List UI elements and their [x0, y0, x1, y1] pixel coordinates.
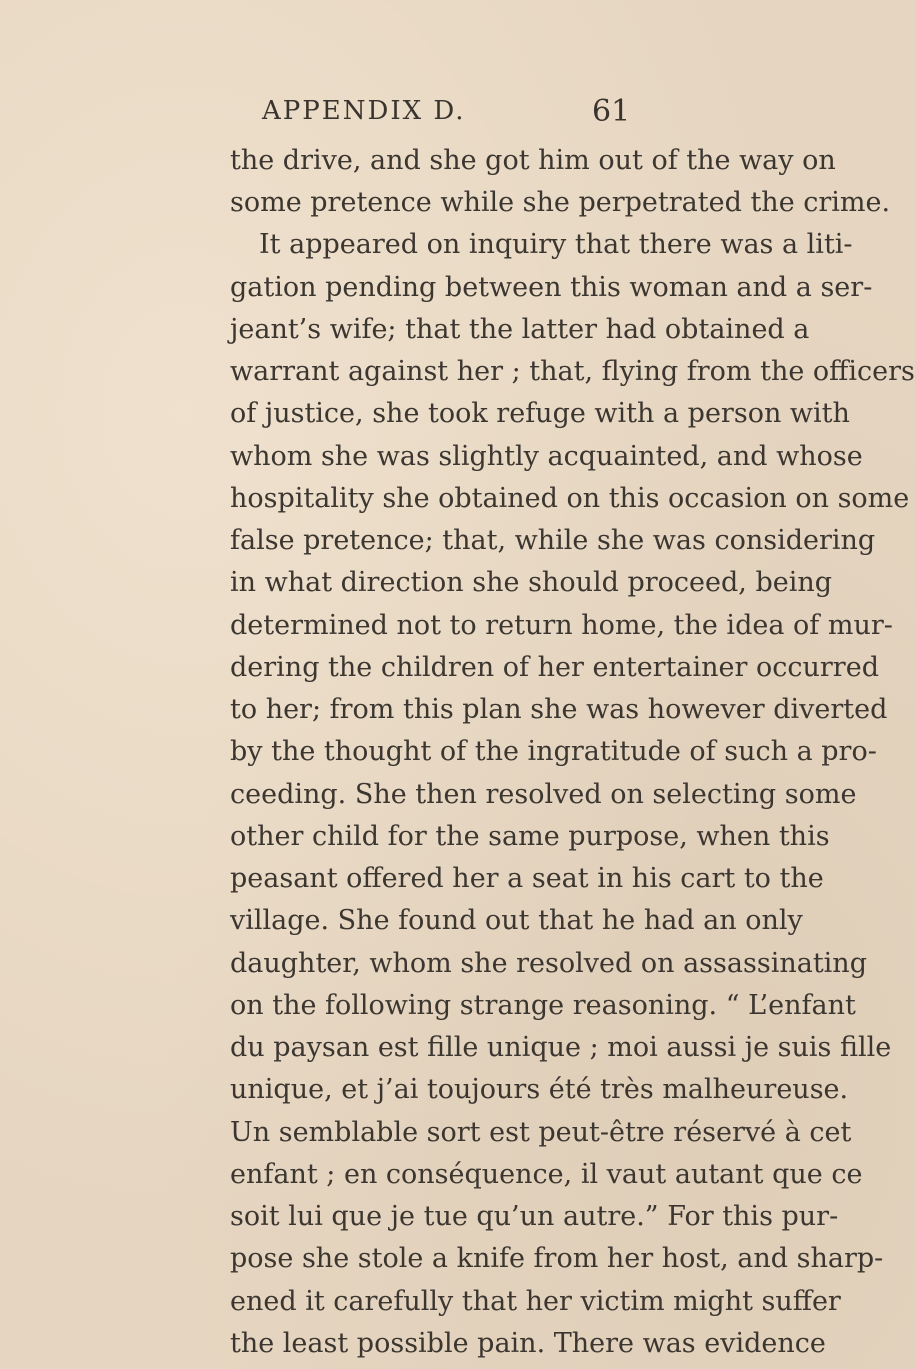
text-line: the least possible pain. There was evidence	[230, 1327, 826, 1359]
text-line: hospitality she obtained on this occasion on some	[230, 482, 910, 514]
text-line: other child for the same purpose, when this	[230, 820, 830, 852]
text-line: peasant offered her a seat in his cart to the	[230, 863, 824, 895]
text-line: daughter, whom she resolved on assassinating	[230, 947, 867, 979]
text-line: false pretence; that, while she was considering	[230, 525, 876, 557]
text-line: warrant against her ; that, flying from the officers	[230, 356, 915, 388]
text-line: jeant’s wife; that the latter had obtained a	[230, 313, 810, 345]
text-line: du paysan est fille unique ; moi aussi je suis fille	[230, 1032, 892, 1064]
text-line: dering the children of her entertainer occurred	[230, 651, 879, 683]
text-line: some pretence while she perpetrated the crime.	[230, 187, 891, 219]
text-line: soit lui que je tue qu’un autre.” For this pur-	[230, 1201, 839, 1233]
text-line: ceeding. She then resolved on selecting some	[230, 778, 857, 810]
text-line: whom she was slightly acquainted, and whose	[230, 440, 863, 472]
running-head-title: APPENDIX D.	[262, 96, 466, 126]
text-line: to her; from this plan she was however diverted	[230, 694, 888, 726]
text-line: determined not to return home, the idea of mur-	[230, 609, 893, 641]
text-line: the drive, and she got him out of the way on	[230, 145, 836, 176]
text-line: Un semblable sort est peut-être réservé à cet	[230, 1116, 852, 1148]
text-line: ened it carefully that her victim might suffer	[230, 1285, 841, 1317]
text-line: by the thought of the ingratitude of such a pro-	[230, 736, 877, 768]
text-line: pose she stole a knife from her host, and sharp-	[230, 1243, 884, 1275]
text-line: village. She found out that he had an only	[230, 905, 803, 937]
text-line: on the following strange reasoning. “ L’enfant	[230, 989, 856, 1021]
text-line: of justice, she took refuge with a person with	[230, 398, 850, 430]
page-number: 61	[592, 94, 631, 129]
text-line: gation pending between this woman and a ser-	[230, 271, 873, 303]
text-line: enfant ; en conséquence, il vaut autant que ce	[230, 1158, 863, 1190]
text-line: unique, et j’ai toujours été très malheureuse.	[230, 1074, 849, 1106]
text-line: It appeared on inquiry that there was a liti-	[259, 229, 853, 261]
text-line: in what direction she should proceed, being	[230, 567, 833, 599]
